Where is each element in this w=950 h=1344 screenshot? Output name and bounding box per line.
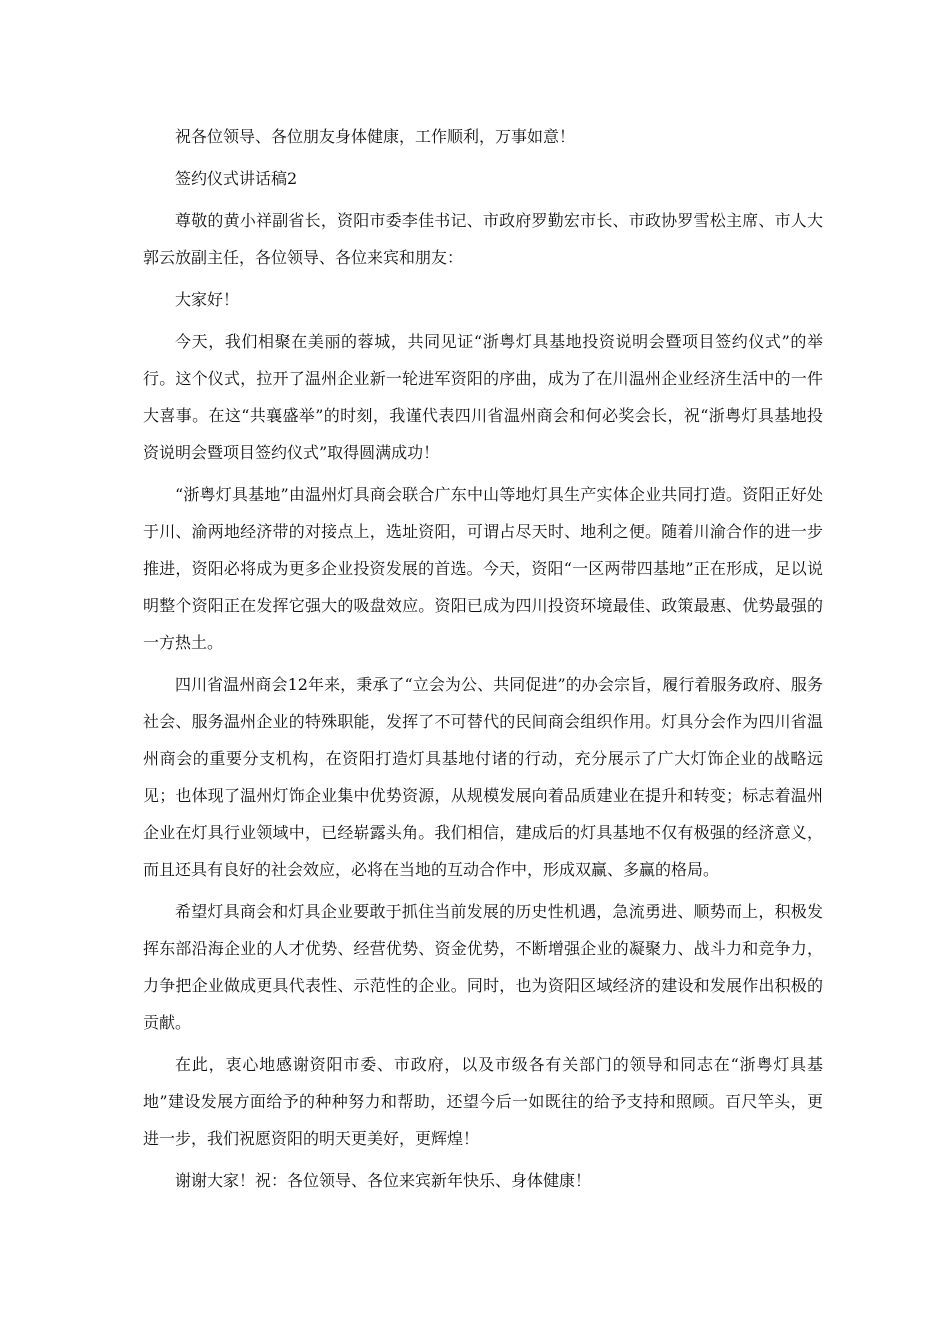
document-body [143,118,823,1199]
paragraph: 在此，衷心地感谢资阳市委、市政府，以及市级各有关部门的领导和同志在“浙粤灯具基地”建设发展方面给予的种种努力和帮助，还望今后一如既往的给予支持和照顾。百尺竿头，更进一步，我们祝愿资阳的明天更美好，更辉煌！ [143,1055,823,1148]
closing-wish: 祝各位领导、各位朋友身体健康，工作顺利，万事如意！ [175,127,576,146]
section-title: 签约仪式讲话稿2 [175,169,298,188]
paragraph: “浙粤灯具基地”由温州灯具商会联合广东中山等地灯具生产实体企业共同打造。资阳正好处于川、渝两地经济带的对接点上，选址资阳，可谓占尽天时、地利之便。随着川渝合作的进一步推进，资阳必将成为更多企业投资发展的首选。今天，资阳“一区两带四基地”正在形成，足以说明整个资阳正在发挥它强大的吸盘效应。资阳已成为四川投资环境最佳、政策最惠、优势最强的一方热土。 [143,485,823,652]
greeting: 大家好！ [175,290,240,309]
paragraph: 四川省温州商会12年来，秉承了“立会为公、共同促进”的办会宗旨，履行着服务政府、服务社会、服务温州企业的特殊职能，发挥了不可替代的民间商会组织作用。灯具分会作为四川省温州商会的重要分支机构，在资阳打造灯具基地付诸的行动，充分展示了广大灯饰企业的战略远见；也体现了温州灯饰企业集中优势资源，从规模发展向着品质建业在提升和转变；标志着温州企业在灯具行业领域中，已经崭露头角。我们相信，建成后的灯具基地不仅有极强的经济意义，而且还具有良好的社会效应，必将在当地的互动合作中，形成双赢、多赢的格局。 [143,675,823,879]
paragraph: 今天，我们相聚在美丽的蓉城，共同见证“浙粤灯具基地投资说明会暨项目签约仪式”的举行。这个仪式，拉开了温州企业新一轮进军资阳的序曲，成为了在川温州企业经济生活中的一件大喜事。在这“共襄盛举”的时刻，我谨代表四川省温州商会和何必奖会长，祝“浙粤灯具基地投资说明会暨项目签约仪式”取得圆满成功！ [143,332,823,462]
closing-remarks: 谢谢大家！祝：各位领导、各位来宾新年快乐、身体健康！ [175,1171,592,1190]
salutation: 尊敬的黄小祥副省长，资阳市委李佳书记、市政府罗勤宏市长、市政协罗雪松主席、市人大郭云放副主任，各位领导、各位来宾和朋友： [143,211,823,267]
paragraph: 希望灯具商会和灯具企业要敢于抓住当前发展的历史性机遇，急流勇进、顺势而上，积极发挥东部沿海企业的人才优势、经营优势、资金优势，不断增强企业的凝聚力、战斗力和竞争力，力争把企业做成更具代表性、示范性的企业。同时，也为资阳区域经济的建设和发展作出积极的贡献。 [143,902,823,1032]
